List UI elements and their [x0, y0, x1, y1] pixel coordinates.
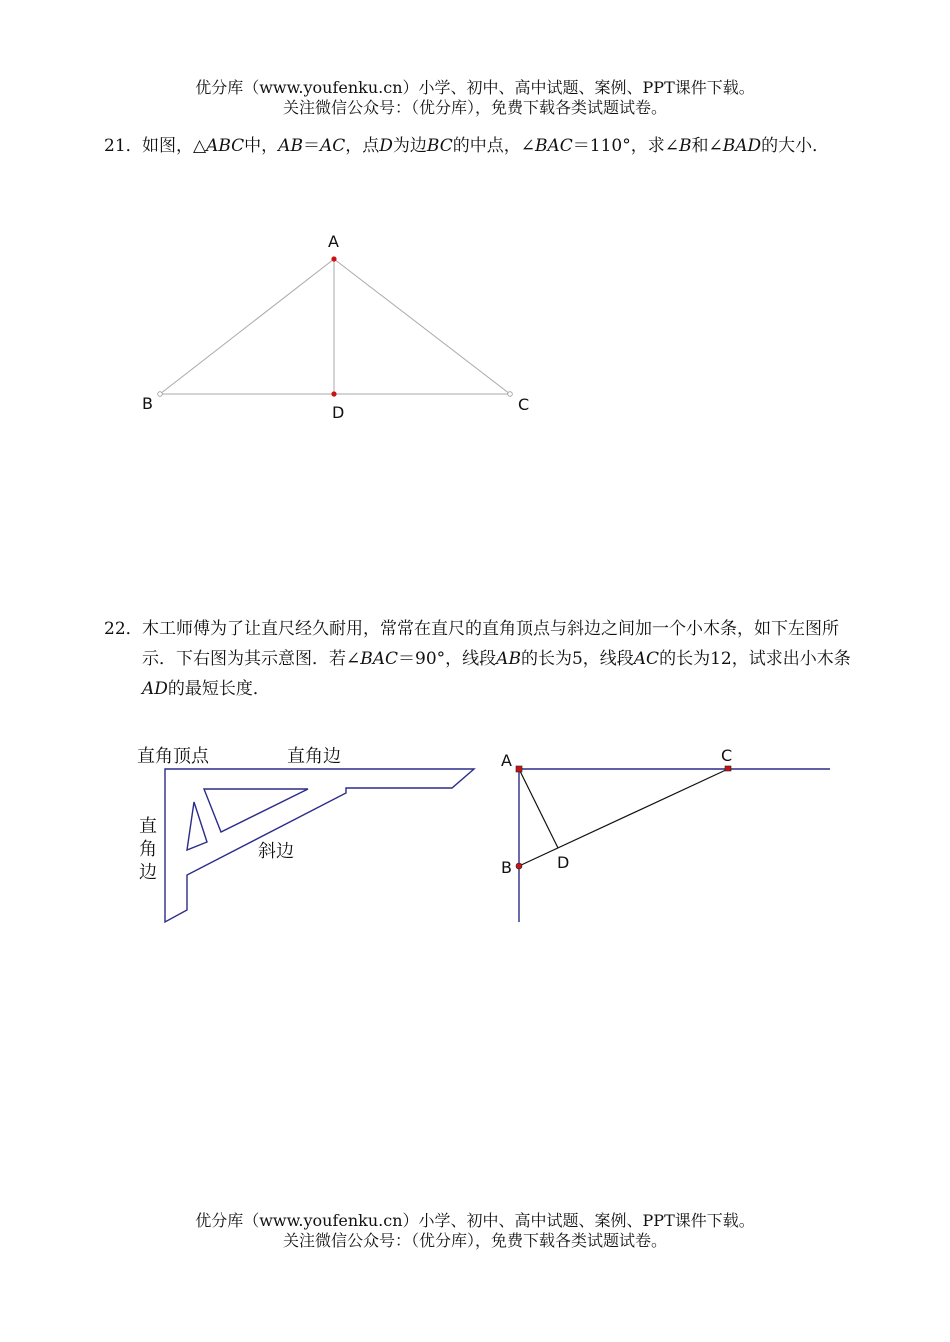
- label-side-edge-1: 直: [139, 816, 157, 837]
- question-text: 如图，△ABC中，AB＝AC，点D为边BC的中点，∠BAC＝110°，求∠B和∠BAD的大小．: [142, 136, 830, 156]
- label-b: B: [501, 858, 512, 877]
- point-a: [516, 766, 522, 772]
- label-right-angle-edge: 直角边: [287, 746, 341, 767]
- question-number: 21．: [104, 136, 143, 156]
- page-footer: [0, 1211, 950, 1251]
- label-d: D: [332, 403, 345, 422]
- label-side-edge-2: 角: [139, 839, 157, 860]
- label-c: C: [721, 746, 733, 765]
- label-a: A: [328, 232, 339, 251]
- segment-ad: [519, 769, 558, 848]
- point-b: [516, 863, 522, 869]
- question-text: 木工师傅为了让直尺经久耐用，常常在直尺的直角顶点与斜边之间加一个小木条，如下左图所示．下右图为其示意图．若∠BAC＝90°，线段AB的长为5，线段AC的长为12，试求出小木条AD的最短长度．: [142, 619, 851, 699]
- question-number: 22．: [104, 619, 143, 639]
- footer-line-1: 优分库（www.youfenku.cn）小学、初中、高中试题、案例、PPT课件下载。: [195, 1211, 755, 1230]
- header-line-2: 关注微信公众号：（优分库），免费下载各类试题试卷。: [282, 98, 667, 117]
- point-c: [725, 766, 731, 771]
- label-hypotenuse: 斜边: [258, 841, 294, 862]
- label-right-angle-vertex: 直角顶点: [137, 746, 209, 767]
- footer-line-2: 关注微信公众号：（优分库），免费下载各类试题试卷。: [282, 1231, 667, 1250]
- label-b: B: [142, 394, 153, 413]
- header-line-1: 优分库（www.youfenku.cn）小学、初中、高中试题、案例、PPT课件下载。: [195, 78, 755, 97]
- segment-bc: [519, 769, 728, 866]
- label-a: A: [501, 751, 512, 770]
- label-d: D: [557, 853, 570, 872]
- label-side-edge-3: 边: [139, 862, 157, 883]
- label-c: C: [518, 395, 530, 414]
